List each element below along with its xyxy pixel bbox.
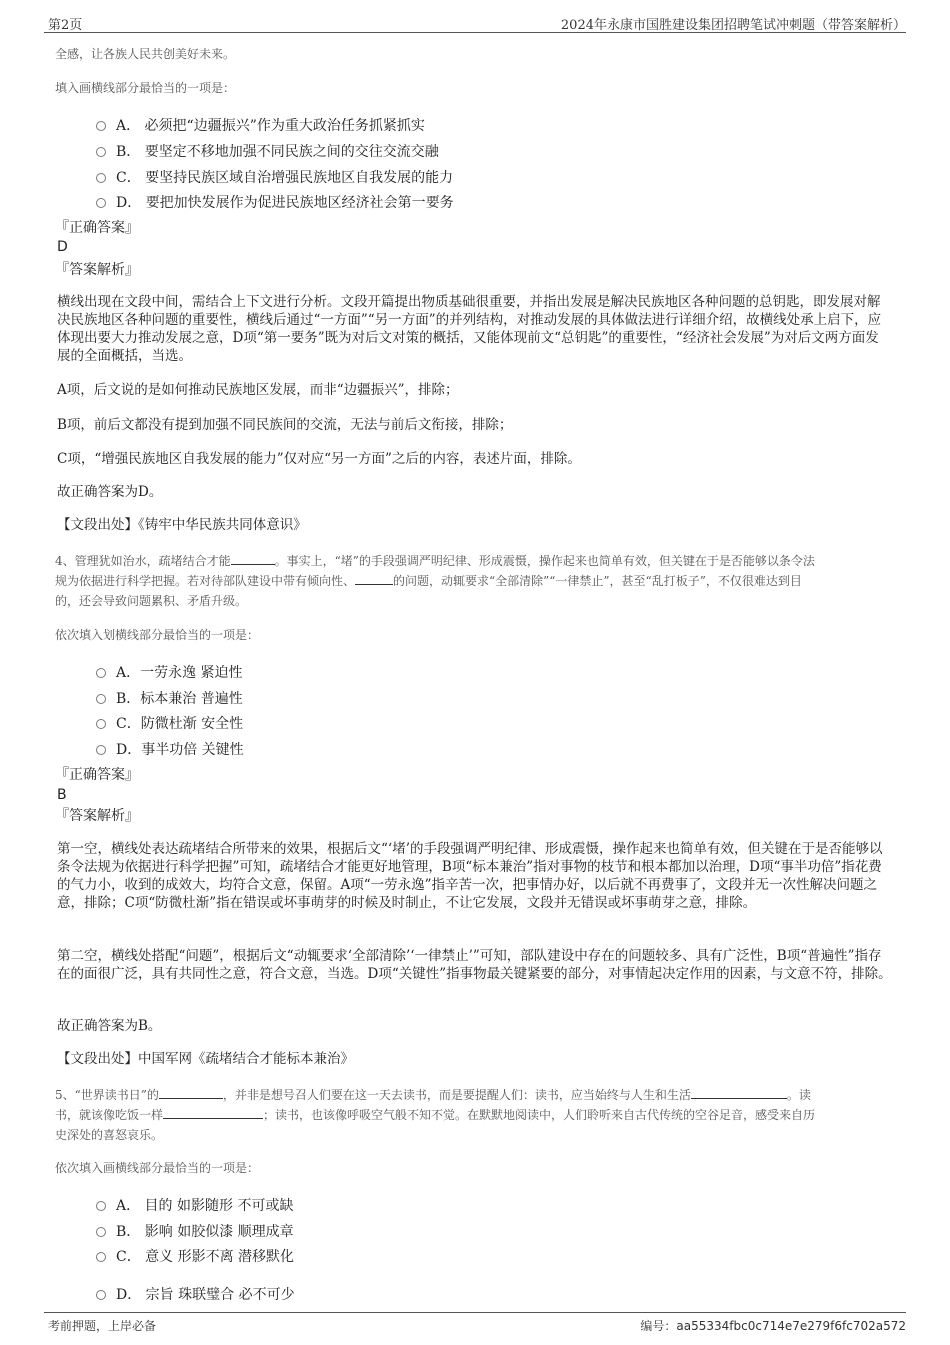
footer-slogan: 考前押题，上岸必备 <box>48 1319 157 1333</box>
question-5-text: 5、“世界读书日”的 ，并非是想号召人们要在这一天去读书，而是要提醒人们：读书，应当始终与人生和生活 。读 书，就该像吃饭一样 ；读书，也该像呼吸空气般不知不觉。在默默地阅读中，人们聆听来自古代传统的空谷足音，感受来自历 史深处的喜怒哀乐。 <box>55 1088 816 1142</box>
option-a[interactable]: A． 目的 如影随形 不可或缺 <box>96 1195 293 1215</box>
document-title: 2024年永康市国胜建设集团招聘笔试冲刺题（带答案解析） <box>560 18 906 33</box>
question-4-text: 4、管理犹如治水，疏堵结合才能 。事实上，“堵”的手段强调严明纪律、形成震慑，操作起来也简单有效，但关键在于是否能够以条令法 规为依据进行科学把握。若对待部队建设中带有倾向性、 的问题，动辄要求“全部清除”“一律禁止”，甚至“乱打板子”，不仅很难达到目 的，还会导致问题累积、矛盾升级。 <box>55 554 815 608</box>
radio-button-icon[interactable] <box>96 173 106 183</box>
radio-button-icon[interactable] <box>96 668 106 678</box>
fill-blank <box>355 584 393 585</box>
question-text-tail: 全感，让各族人民共创美好未来。 <box>55 47 236 61</box>
option-a[interactable]: A．一劳永逸 紧迫性 <box>96 662 243 682</box>
source-citation: 【文段出处】中国军网《疏堵结合才能标本兼治》 <box>57 1051 354 1067</box>
analysis-option-c: C项，“增强民族地区自我发展的能力”仅对应“另一方面”之后的内容，表述片面，排除。 <box>57 451 581 467</box>
fill-blank <box>159 1098 223 1099</box>
page-header <box>44 8 906 33</box>
option-b[interactable]: B． 影响 如胶似漆 顺理成章 <box>96 1221 294 1241</box>
fill-blank <box>163 1118 263 1119</box>
answer-value: D <box>57 239 68 255</box>
option-c[interactable]: C．防微杜渐 安全性 <box>96 713 243 733</box>
analysis-option-a: A项，后文说的是如何推动民族地区发展，而非“边疆振兴”，排除； <box>57 382 459 398</box>
radio-button-icon[interactable] <box>96 147 106 157</box>
page-number: 第2页 <box>48 18 83 33</box>
option-b[interactable]: B．标本兼治 普遍性 <box>96 688 243 708</box>
fill-blank <box>231 564 275 565</box>
analysis-paragraph: 第一空，横线处表达疏堵结合所带来的效果，根据后文“‘堵’的手段强调严明纪律、形成震慑，操作起来也简单有效，但关键在于是否能够以条令法规为依据进行科学把握”可知，疏堵结合才能更好地管理，B项“标本兼治”指对事物的枝节和根本都加以治理，D项“事半功倍”指花费的气力小，收到的成效大，均符合文意，保留。A项“一劳永逸”指辛苦一次，把事情办好，以后就不再费事了，文段并无一次性解决问题之意，排除；C项“防微杜渐”指在错误或坏事萌芽的时候及时制止，不让它发展，文段并无错误或坏事萌芽之意，排除。 <box>57 841 883 911</box>
radio-button-icon[interactable] <box>96 745 106 755</box>
radio-button-icon[interactable] <box>96 694 106 704</box>
option-c[interactable]: C． 意义 形影不离 潜移默化 <box>96 1246 294 1266</box>
option-d[interactable]: D． 要把加快发展作为促进民族地区经济社会第一要务 <box>96 192 454 212</box>
radio-button-icon[interactable] <box>96 1252 106 1262</box>
fill-blank <box>691 1098 787 1099</box>
analysis-option-b: B项，前后文都没有提到加强不同民族间的交流，无法与前后文衔接，排除； <box>57 417 513 433</box>
analysis-label: 『答案解析』 <box>55 808 139 824</box>
radio-button-icon[interactable] <box>96 121 106 131</box>
option-a[interactable]: A． 必须把“边疆振兴”作为重大政治任务抓紧抓实 <box>96 115 425 135</box>
option-b[interactable]: B． 要坚定不移地加强不同民族之间的交往交流交融 <box>96 141 439 161</box>
analysis-paragraph: 第二空，横线处搭配“问题”，根据后文“动辄要求‘全部清除’‘一律禁止’”可知，部队建设中存在的问题较多、具有广泛性，B项“普遍性”指存在的面很广泛，具有共同性之意，符合文意，当选。D项“关键性”指事物最关键紧要的部分，对事情起决定作用的因素，与文意不符，排除。 <box>57 948 892 982</box>
question-prompt: 填入画横线部分最恰当的一项是： <box>55 81 236 95</box>
document-id: 编号：aa55334fbc0c714e7e279f6fc702a572 <box>640 1319 906 1333</box>
answer-label: 『正确答案』 <box>55 220 139 236</box>
page-footer <box>44 1312 906 1333</box>
radio-button-icon[interactable] <box>96 719 106 729</box>
analysis-label: 『答案解析』 <box>55 262 139 278</box>
radio-button-icon[interactable] <box>96 1227 106 1237</box>
option-d[interactable]: D．事半功倍 关键性 <box>96 739 244 759</box>
answer-label: 『正确答案』 <box>55 767 139 783</box>
option-d[interactable]: D． 宗旨 珠联璧合 必不可少 <box>96 1284 295 1304</box>
radio-button-icon[interactable] <box>96 198 106 208</box>
question-prompt: 依次填入划横线部分最恰当的一项是： <box>55 628 260 642</box>
radio-button-icon[interactable] <box>96 1290 106 1300</box>
answer-conclusion: 故正确答案为D。 <box>57 484 163 500</box>
analysis-paragraph: 横线出现在文段中间，需结合上下文进行分析。文段开篇提出物质基础很重要，并指出发展是解决民族地区各种问题的总钥匙，即发展对解决民族地区各种问题的重要性，横线后通过“一方面”“另一方面”的并列结构，对推动发展的具体做法进行详细介绍，故横线处承上启下，应体现出要大力推动发展之意，D项“第一要务”既为对后文对策的概括，又能体现前文“总钥匙”的重要性，“经济社会发展”为对后文两方面发展的全面概括，当选。 <box>57 294 882 364</box>
source-citation: 【文段出处】《铸牢中华民族共同体意识》 <box>57 517 307 533</box>
answer-conclusion: 故正确答案为B。 <box>57 1018 162 1034</box>
question-prompt: 依次填入画横线部分最恰当的一项是： <box>55 1161 260 1175</box>
option-c[interactable]: C． 要坚持民族区域自治增强民族地区自我发展的能力 <box>96 167 453 187</box>
answer-value: B <box>57 787 67 803</box>
radio-button-icon[interactable] <box>96 1201 106 1211</box>
